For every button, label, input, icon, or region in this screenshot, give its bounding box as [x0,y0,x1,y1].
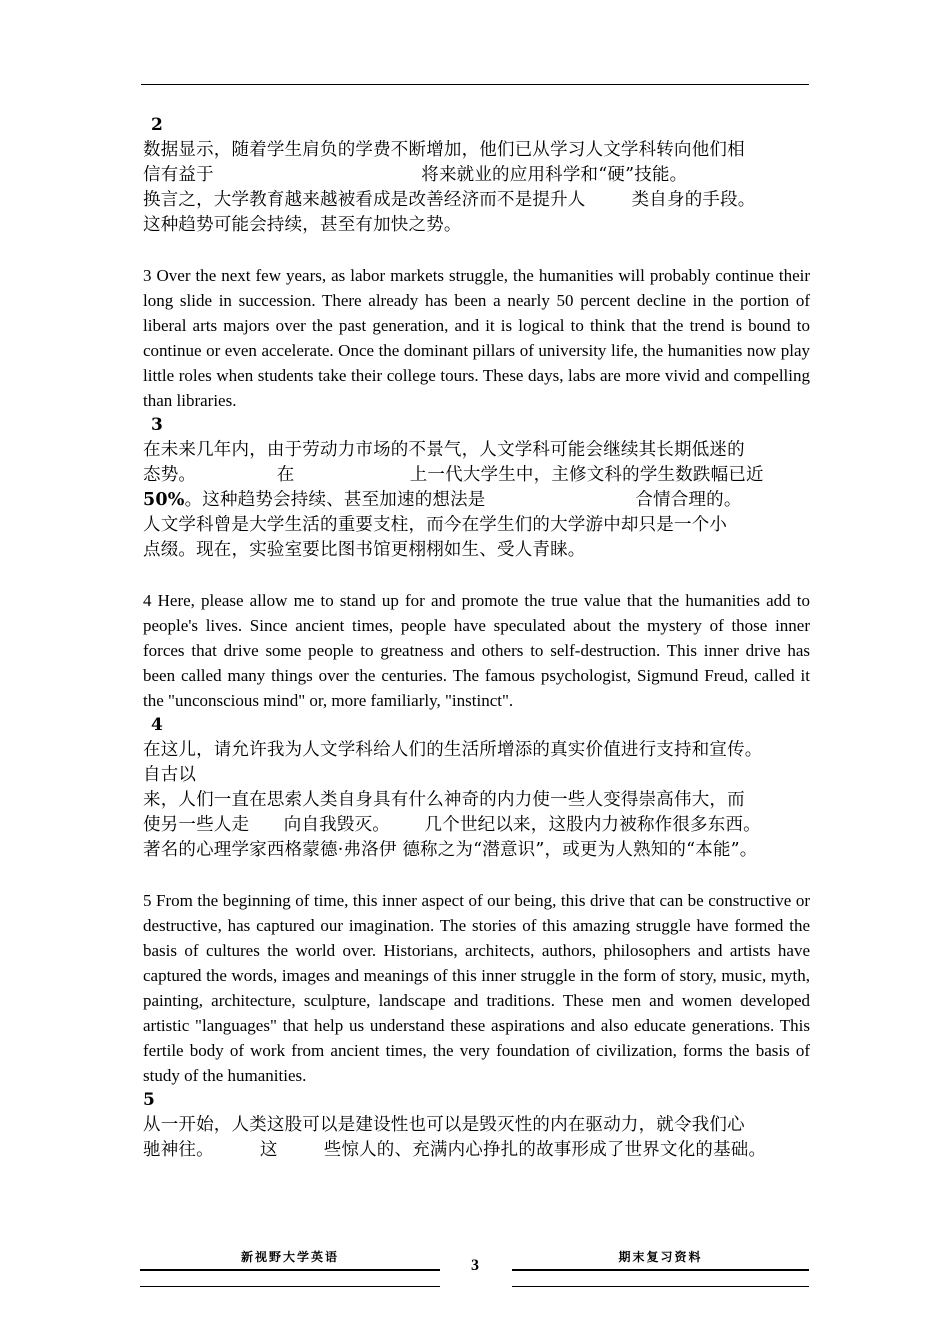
section-4-en-paragraph: 4 Here, please allow me to stand up for and promote the true value that the humanities add to people's lives. Since ancient times, people have speculated about the mystery of those inner forces that drive some people to greatness and others to self-destruction. This inner drive has been called many things over the centuries. The famous psychologist, Sigmund Freud, called it the "unconscious mind" or, more familiarly, "instinct". [143,591,810,710]
zh-line: 人文学科曾是大学生活的重要支柱，而今在学生们的大学游中却只是一个小 [143,515,728,535]
section-2-zh-number: 2 [151,115,163,135]
section-5-en-paragraph: 5 From the beginning of time, this inner aspect of our being, this drive that can be constructive or destructive, has captured our imagination. The stories of this amazing struggle have formed the basis of cultures the world over. Historians, architects, authors, philosophers and artists have captured the words, images and meanings of this inner struggle in the form of story, music, myth, painting, architecture, sculpture, landscape and traditions. These men and women developed artistic "languages" that help us understand these aspirations and also educate generations. This fertile body of work from ancient times, the very foundation of civilization, forms the basis of study of the humanities. [143,891,810,1085]
section-3-en-paragraph: 3 Over the next few years, as labor markets struggle, the humanities will probably continue their long slide in succession. There already has been a nearly 50 percent decline in the portion of liberal arts majors over the past generation, and it is logical to think that the trend is bound to continue or even accelerate. Once the dominant pillars of university life, the humanities now play little roles when students take their college tours. These days, labs are more vivid and compelling than libraries. [143,266,810,410]
zh-line: 态势。 在 上一代大学生中，主修文科的学生数跌幅已近 [143,465,764,485]
section-2-zh-text [143,138,810,238]
zh-line: 从一开始，人类这股可以是建设性也可以是毁灭性的内在驱动力，就令我们心 [143,1115,745,1135]
zh-line: 著名的心理学家西格蒙德·弗洛伊 德称之为“潜意识”，或更为人熟知的“本能”。 [143,840,758,860]
section-5-zh-text [143,1113,810,1163]
zh-line: 来，人们一直在思索人类自身具有什么神奇的内力使一些人变得崇高伟大，而 [143,790,745,810]
page-number: 3 [471,1257,479,1274]
zh-line: 使另一些人走 向自我毁灭。 几个世纪以来，这股内力被称作很多东西。 [143,815,761,835]
zh-line: 50%。这种趋势会持续、甚至加速的想法是 合情合理的。 [143,490,742,510]
document-body [143,113,810,1163]
page-footer [0,1248,950,1298]
footer-rule-left-upper [140,1269,440,1271]
section-3-zh-text [143,438,810,563]
footer-rule-left-lower [140,1286,440,1287]
section-4-zh-text [143,738,810,863]
header-rule [141,84,809,85]
zh-line: 在这儿，请允许我为人文学科给人们的生活所增添的真实价值进行支持和宣传。 [143,740,763,760]
zh-line: 驰神往。 这 些惊人的、充满内心挣扎的故事形成了世界文化的基础。 [143,1140,767,1160]
footer-doc-title: 期末复习资料 [618,1250,703,1264]
footer-rule-right-upper [512,1269,809,1271]
footer-course-title: 新视野大学英语 [240,1250,339,1264]
zh-line: 数据显示，随着学生肩负的学费不断增加，他们已从学习人文学科转向他们相 [143,140,745,160]
zh-line: 在未来几年内，由于劳动力市场的不景气，人文学科可能会继续其长期低迷的 [143,440,745,460]
section-4-zh-number: 4 [151,715,163,735]
zh-line: 信有益于 将来就业的应用科学和“硬”技能。 [143,165,688,185]
zh-line: 自古以 [143,765,197,785]
section-5-zh-number: 5 [143,1090,155,1110]
footer-rule-right-lower [512,1286,809,1287]
section-3-zh-number: 3 [151,415,163,435]
zh-line: 点缀。现在，实验室要比图书馆更栩栩如生、受人青睐。 [143,540,586,560]
zh-line: 换言之，大学教育越来越被看成是改善经济而不是提升人 类自身的手段。 [143,190,756,210]
zh-line: 这种趋势可能会持续，甚至有加快之势。 [143,215,462,235]
